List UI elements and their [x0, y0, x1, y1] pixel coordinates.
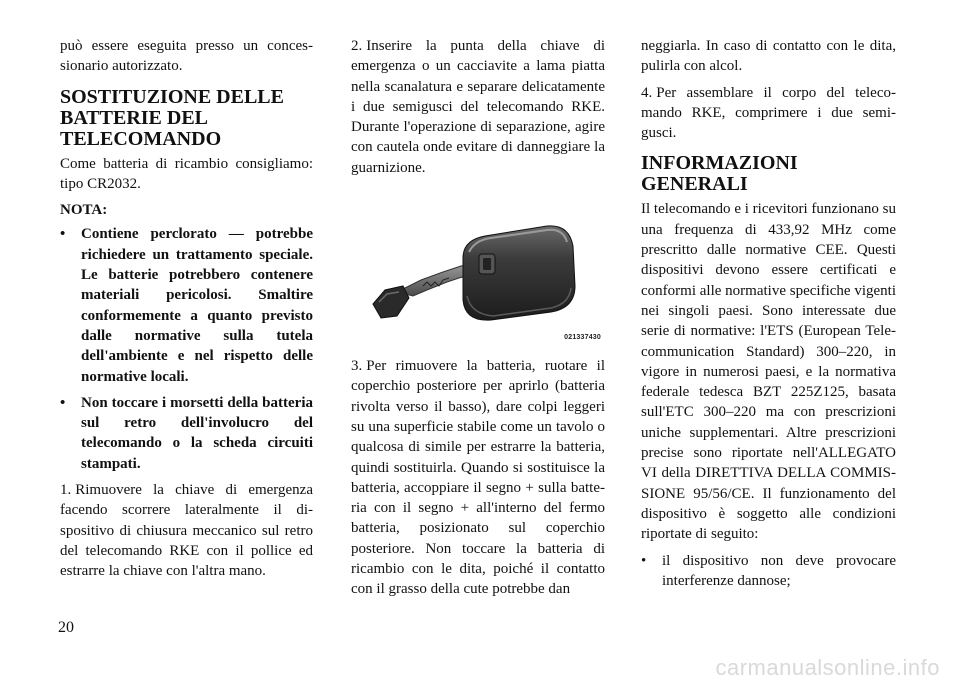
note-item [60, 393, 313, 474]
step-text: Per rimuovere la batteria, ruotare il coperchio posteriore per aprirlo (batteria rivolta verso il basso), dare colpi leggeri su una superficie stabile come un tavolo o qualcosa di simile per estrarre la batteria, quindi sostituirla. Quando si sostituisce la batteria, accoppiare il segno + sulla batteria con il segno + all'interno del fermo batteria, posizionato sul coperchio posteriore. Non toccare la batteria di ricambio con le dita, poiché il contatto con il grasso della cute potrebbe dan [351, 358, 605, 598]
condition-text: il dispositivo non deve provocare interferenze dannose; [662, 552, 896, 589]
continuation-paragraph: neggiarla. In caso di contatto con le dita, pulirla con alcol. [641, 38, 896, 75]
note-text: Contiene perclorato — potrebbe richiedere un trattamento speciale. Le batterie potrebbero contenere materiali pericolosi. Smaltire conformemente a quanto previsto dalle normative sulla tutela dell'ambiente e nel rispetto delle normative locali. [81, 226, 313, 385]
column-middle [351, 36, 605, 606]
step-number: 4. [641, 84, 653, 101]
column-left [60, 36, 313, 588]
remote-key-illustration [351, 192, 605, 350]
intro-paragraph: può essere eseguita presso un concessionario autorizzato. [60, 38, 313, 75]
step-1-paragraph [60, 480, 313, 581]
section-heading-general-info: INFORMAZIONI GENERALI [641, 152, 798, 196]
note-item [60, 224, 313, 386]
figure-code: 021337430 [564, 333, 601, 341]
step-number: 1. [60, 482, 72, 499]
section-heading-battery-replacement: SOSTITUZIONE DELLE BATTERIE DEL TELECOMANDO [60, 85, 284, 150]
step-text: Rimuovere la chiave di emergenza facendo scorrere lateralmente il dispositivo di chiusura meccanico sul retro del telecomando RKE con il pollice ed estrarre la chiave con l'altra mano. [60, 482, 313, 580]
bullet-icon: • [60, 226, 66, 243]
note-text: Non toccare i morsetti della batteria sul retro dell'involucro del telecomando o la scheda circuiti stampati. [81, 394, 313, 472]
bullet-icon: • [641, 552, 647, 569]
step-4-paragraph [641, 83, 896, 144]
step-3-paragraph [351, 356, 605, 600]
condition-item [641, 551, 896, 592]
page-number: 20 [58, 619, 74, 636]
general-info-paragraph: Il telecomando e i ricevitori funzionano su una frequenza di 433,92 MHz come prescritto dalle normative CEE. Questi dispositivi devono essere certificati e conformi alle normative specifiche vigenti nei singoli paesi. Sono interessate due serie di normative: l'ETS (European Telecommunication Standard) 300–220, in vigore in numerosi paesi, e la normativa federale tedesca BZT 225Z125, basata sull'ETC 300–220 ma con prescrizioni uniche supplementari. Altre prescrizioni precise sono riportate nell'ALLEGATO VI della DIRETTIVA DELLA COMMISSIONE 95/56/CE. Il funzionamento del dispositivo è soggetto alle condizioni riportate di seguito: [641, 201, 896, 543]
note-list [60, 224, 313, 474]
bullet-icon: • [60, 394, 66, 411]
column-right [641, 36, 896, 597]
step-text: Per assemblare il corpo del telecomando RKE, comprimere i due semigusci. [641, 84, 896, 142]
conditions-list [641, 551, 896, 592]
remote-key-figure [351, 192, 605, 350]
note-label: NOTA: [60, 202, 108, 219]
spare-battery-paragraph: Come batteria di ricambio consigliamo: tipo CR2032. [60, 155, 313, 192]
step-text: Inserire la punta della chiave di emergenza o un cacciavite a lama piatta nella scanalatura e separare delicatamente i due semigusci del telecomando RKE. Durante l'operazione di separazione, agire con cautela onde evitare di danneggiare la guarnizione. [351, 38, 605, 176]
watermark: carmanualsonline.info [715, 655, 940, 680]
step-number: 3. [351, 358, 363, 375]
step-2-paragraph [351, 36, 605, 178]
step-number: 2. [351, 38, 363, 54]
